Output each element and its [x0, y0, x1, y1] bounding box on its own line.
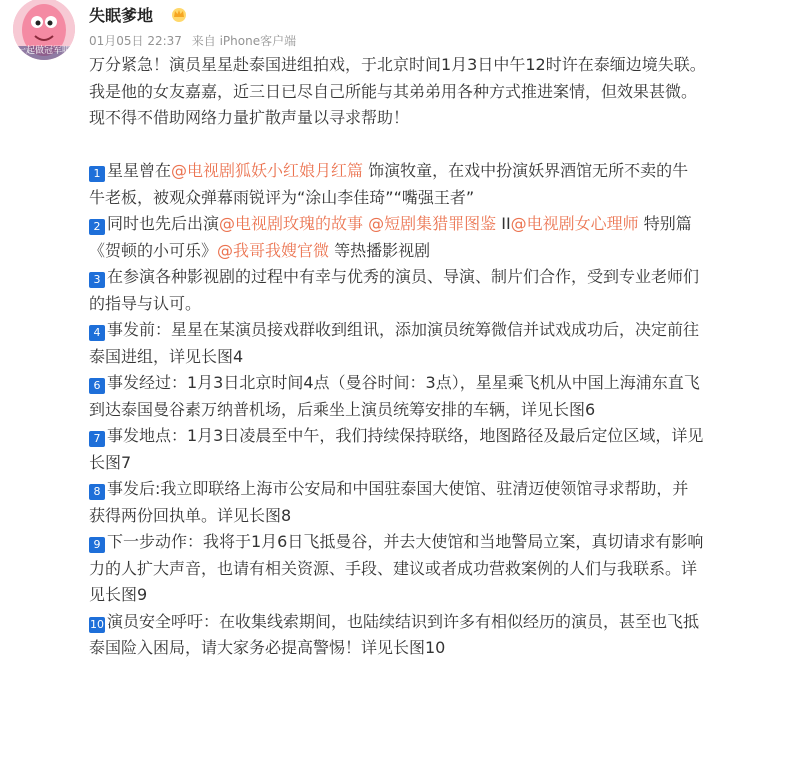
text: 同时也先后出演: [107, 214, 220, 233]
text-line: 我是他的女友嘉嘉，近三日已尽自己所能与其弟弟用各种方式推进案情，但效果甚微。: [89, 81, 698, 101]
text-line: 泰国险入困局，请大家务必提高警惕！详见长图10: [89, 638, 446, 657]
avatar[interactable]: [13, 0, 75, 60]
text: 在参演各种影视剧的过程中有幸与优秀的演员、导演、制片们合作，受到专业老师们: [107, 267, 700, 286]
paragraph-8: [89, 476, 779, 503]
text-line: 长图7: [89, 452, 132, 472]
text-line: 到达泰国曼谷素万纳普机场，后乘坐上演员统筹安排的车辆，详见长图6: [89, 399, 596, 419]
paragraph-6: [89, 370, 779, 397]
spacer: [89, 132, 779, 159]
number-badge: 2: [89, 219, 105, 235]
number-badge: 9: [89, 537, 105, 553]
crown-icon: [171, 6, 187, 26]
text-line: 的指导与认可。: [89, 293, 202, 313]
number-badge: 3: [89, 272, 105, 288]
text: II: [496, 214, 511, 233]
timestamp[interactable]: 01月05日 22:37: [89, 34, 182, 48]
text: 特别篇: [638, 214, 692, 233]
text-line: 现不得不借助网络力量扩散声量以寻求帮助！: [89, 108, 410, 127]
paragraph-7: [89, 423, 779, 450]
text-line: 力的人扩大声音，也请有相关资源、手段、建议或者成功营救案例的人们与我联系。详: [89, 558, 698, 578]
text-line: 见长图9: [89, 585, 148, 604]
text-line: 牛老板，被观众弹幕雨锐评为“涂山李佳琦”“嘴强王者”: [89, 187, 475, 207]
paragraph-1: [89, 158, 779, 185]
mention-link[interactable]: @短剧集猎罪图鉴: [368, 214, 497, 233]
post-meta: [89, 32, 296, 49]
avatar-text: 一起做冠军吧: [16, 46, 71, 56]
text-line: 万分紧急！演员星星赴泰国进组拍戏，于北京时间1月3日中午12时许在泰缅边境失联。: [89, 55, 706, 74]
mention-link[interactable]: @电视剧玫瑰的故事: [219, 214, 364, 233]
text-line: 泰国进组，详见长图4: [89, 346, 244, 366]
paragraph-9: [89, 529, 779, 556]
text-line: 获得两份回执单。详见长图8: [89, 505, 292, 525]
text: 事发前：星星在某演员接戏群收到组讯，添加演员统筹微信并试戏成功后，决定前往: [107, 320, 700, 339]
source: 来自 iPhone客户端: [191, 34, 297, 48]
paragraph-2: [89, 211, 779, 238]
text: 星星曾在: [107, 161, 172, 180]
username[interactable]: 失眠爹地: [89, 6, 154, 25]
number-badge: 8: [89, 484, 105, 500]
text: 事发地点：1月3日凌晨至中午，我们持续保持联络，地图路径及最后定位区域，详见: [107, 426, 704, 445]
paragraph-10: [89, 609, 779, 636]
paragraph-4: [89, 317, 779, 344]
post-content: [89, 52, 779, 662]
mention-link[interactable]: @我哥我嫂官微: [217, 240, 330, 260]
text: 事发经过：1月3日北京时间4点（曼谷时间：3点），星星乘飞机从中国上海浦东直飞: [107, 373, 700, 392]
paragraph-3: [89, 264, 779, 291]
number-badge: 6: [89, 378, 105, 394]
mention-link[interactable]: @电视剧狐妖小红娘月红篇: [171, 161, 364, 180]
mention-link[interactable]: @电视剧女心理师: [510, 214, 639, 233]
text: 饰演牧童，在戏中扮演妖界酒馆无所不卖的牛: [363, 161, 689, 180]
text: 演员安全呼吁：在收集线索期间，也陆续结识到许多有相似经历的演员，甚至也飞抵: [107, 611, 700, 631]
text: 等热播影视剧: [329, 240, 431, 260]
text-line: [89, 238, 779, 265]
number-badge: 4: [89, 325, 105, 341]
number-badge: 1: [89, 166, 105, 182]
text: 事发后:我立即联络上海市公安局和中国驻泰国大使馆、驻清迈使领馆寻求帮助，并: [107, 479, 689, 498]
text: 《贺顿的小可乐》: [89, 240, 218, 260]
number-badge: 7: [89, 431, 105, 447]
number-badge: 10: [90, 617, 104, 631]
text: 下一步动作：我将于1月6日飞抵曼谷，并去大使馆和当地警局立案，真切请求有影响: [107, 532, 704, 551]
